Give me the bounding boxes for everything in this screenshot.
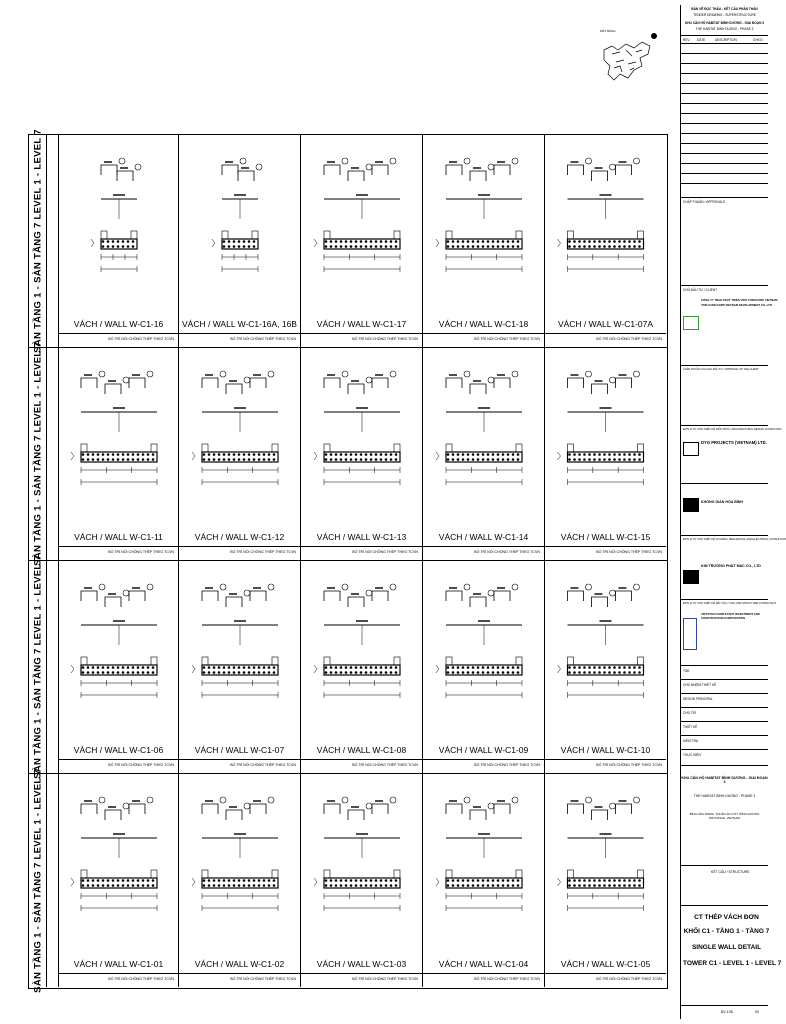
wall-title: VÁCH / WALL W-C1-02 — [194, 959, 285, 969]
drawing-title-box: CT THÉP VÁCH ĐƠN KHỐI C1 - TẦNG 1 - TẦNG 7 SINGLE WALL DETAIL TOWER C1 - LEVEL 1 - LEVEL 7 — [681, 905, 768, 995]
revision-row — [681, 123, 768, 133]
wall-note: BỐ TRÍ NỐI CHỒNG THÉP THEO TCVN — [230, 763, 296, 767]
level-label: SÀN TẦNG 1 - SÀN TẦNG 7 LEVEL 1 - LEVEL 7 — [32, 768, 43, 993]
wall-note: BỐ TRÍ NỐI CHỒNG THÉP THEO TCVN — [352, 763, 418, 767]
client-approval-box: CHẤP THUẬN CỦA CHỦ ĐẦU TƯ / APPROVAL OF THE CLIENT — [681, 365, 768, 425]
wall-title: VÁCH / WALL W-C1-16 — [73, 319, 164, 329]
drawing-number-box: BV-136 00 — [681, 1005, 768, 1019]
level-label-cell — [29, 342, 47, 566]
revision-row — [681, 93, 768, 103]
wall-note: BỐ TRÍ NỐI CHỒNG THÉP THEO TCVN — [230, 977, 296, 981]
wall-title: VÁCH / WALL W-C1-04 — [438, 959, 529, 969]
wall-band — [29, 342, 667, 566]
wall-note: BỐ TRÍ NỐI CHỒNG THÉP THEO TCVN — [108, 977, 174, 981]
wall-detail-cell — [179, 774, 301, 987]
wall-band — [29, 129, 667, 353]
level-sub-cell — [47, 561, 59, 773]
revision-row — [681, 103, 768, 113]
rebar-detail-drawing — [423, 135, 545, 348]
revision-row — [681, 183, 768, 193]
role-label: DESIGN PRINCIPAL — [683, 697, 713, 701]
vietstar-logo — [683, 618, 697, 650]
role-label: THIẾT KẾ — [683, 725, 698, 729]
rebar-detail-drawing — [179, 561, 301, 774]
tb-header1: BẢN VẼ ĐỌC THẦU - KẾT CẤU PHẦN THÂN — [691, 7, 758, 11]
tb-header3: KHU CĂN HỘ HABITAT BÌNH DƯƠNG - GIAI ĐOẠN 3 — [684, 21, 765, 25]
signature-row — [681, 735, 768, 749]
rebar-detail-drawing — [301, 561, 423, 774]
wall-detail-cell — [545, 348, 666, 560]
revision-row — [681, 133, 768, 143]
wall-title: VÁCH / WALL W-C1-12 — [194, 532, 285, 542]
revision-row — [681, 53, 768, 63]
level-sub-cell — [47, 135, 59, 347]
wall-detail-cell — [179, 135, 301, 347]
wall-note: BỐ TRÍ NỐI CHỒNG THÉP THEO TCVN — [474, 977, 540, 981]
rebar-detail-drawing — [301, 774, 423, 987]
rebar-detail-drawing — [423, 348, 545, 561]
wall-note: BỐ TRÍ NỐI CHỒNG THÉP THEO TCVN — [474, 550, 540, 554]
wall-note: BỐ TRÍ NỐI CHỒNG THÉP THEO TCVN — [108, 550, 174, 554]
wall-note: BỐ TRÍ NỐI CHỒNG THÉP THEO TCVN — [352, 550, 418, 554]
wall-band — [29, 555, 667, 779]
rebar-detail-drawing — [545, 774, 666, 987]
signature-row — [681, 679, 768, 693]
level-label: SÀN TẦNG 1 - SÀN TẦNG 7 LEVEL 1 - LEVEL 7 — [32, 342, 43, 566]
wall-title: VÁCH / WALL W-C1-01 — [73, 959, 164, 969]
wall-detail-cell — [423, 561, 545, 773]
wall-title: VÁCH / WALL W-C1-14 — [438, 532, 529, 542]
wall-detail-cell — [59, 348, 179, 560]
wall-note: BỐ TRÍ NỐI CHỒNG THÉP THEO TCVN — [352, 977, 418, 981]
wall-detail-cell — [59, 135, 179, 347]
wall-title: VÁCH / WALL W-C1-09 — [438, 745, 529, 755]
wall-title: VÁCH / WALL W-C1-11 — [74, 532, 163, 542]
approvals-box: CHẤP THUẬN / APPROVALS — [681, 197, 768, 285]
level-label-cell — [29, 768, 47, 993]
revision-row — [681, 63, 768, 73]
key-plan — [598, 28, 662, 98]
revision-row — [681, 73, 768, 83]
wall-title: VÁCH / WALL W-C1-16A, 16B — [182, 319, 297, 329]
rebar-detail-drawing — [179, 348, 301, 561]
wall-detail-cell — [179, 561, 301, 773]
khong-gian-hoa-binh-logo — [683, 498, 699, 512]
wall-note: BỐ TRÍ NỐI CHỒNG THÉP THEO TCVN — [352, 337, 418, 341]
wall-note: BỐ TRÍ NỐI CHỒNG THÉP THEO TCVN — [596, 337, 662, 341]
wall-detail-cell — [179, 348, 301, 560]
wall-detail-cell — [59, 561, 179, 773]
wall-detail-cell — [301, 561, 423, 773]
wall-title: VÁCH / WALL W-C1-08 — [316, 745, 407, 755]
revision-row — [681, 163, 768, 173]
client-box: CHỦ ĐẦU TƯ / CLIENT CÔNG TY TNHH PHÁT TRIỂN VSIP CONGCORP VIETNAM VSIP-CONGCORP VIETNAM DEVELOPMENT CO.,LTD — [681, 285, 768, 365]
rebar-detail-drawing — [59, 561, 179, 774]
rebar-detail-drawing — [301, 348, 423, 561]
role-label: THỰC HIỆN — [683, 753, 701, 757]
role-label: CHỦ NHIỆM THIẾT KẾ — [683, 683, 717, 687]
rebar-detail-drawing — [545, 561, 666, 774]
wall-note: BỐ TRÍ NỐI CHỒNG THÉP THEO TCVN — [596, 977, 662, 981]
level-label-cell — [29, 129, 47, 353]
wall-detail-cell — [423, 348, 545, 560]
dyg-logo — [683, 442, 699, 456]
wall-note: BỐ TRÍ NỐI CHỒNG THÉP THEO TCVN — [108, 763, 174, 767]
wall-detail-cell — [59, 774, 179, 987]
rebar-detail-drawing — [545, 348, 666, 561]
level-sub-cell — [47, 348, 59, 560]
signature-row — [681, 693, 768, 707]
revision-row — [681, 153, 768, 163]
revision-row — [681, 83, 768, 93]
mep-consultant-box: ĐƠN VỊ TƯ VẤN THIẾT KẾ CƠ ĐIỆN / MECHANICAL AND ELECTRICAL CONSULTANT KIM TRƯỜNG PHÁT M&C CO., LTD — [681, 535, 768, 599]
revision-row — [681, 113, 768, 123]
level-label: SÀN TẦNG 1 - SÀN TẦNG 7 LEVEL 1 - LEVEL 7 — [32, 555, 43, 779]
client-logo — [683, 316, 699, 330]
revision-row — [681, 143, 768, 153]
wall-title: VÁCH / WALL W-C1-18 — [438, 319, 529, 329]
wall-detail-cell — [301, 348, 423, 560]
wall-note: BỐ TRÍ NỐI CHỒNG THÉP THEO TCVN — [596, 550, 662, 554]
wall-band — [29, 768, 667, 993]
struct-consultant-box: ĐƠN VỊ TƯ VẤN THIẾT KẾ KẾT CẤU / CIVIL AND STRUCTURE CONSULTANT VIETSTAR CONSULTANT INVESTMENT AND CONSTRUCTION CORPORATION — [681, 599, 768, 665]
tb-header4: THE HABITAT BINH DUONG - PHASE 3 — [695, 27, 754, 31]
rebar-detail-drawing — [179, 135, 301, 348]
rebar-detail-drawing — [179, 774, 301, 987]
wall-detail-cell — [301, 135, 423, 347]
rebar-detail-drawing — [545, 135, 666, 348]
wall-detail-cell — [545, 774, 666, 987]
wall-title: VÁCH / WALL W-C1-15 — [560, 532, 651, 542]
wall-detail-cell — [545, 561, 666, 773]
level-label: SÀN TẦNG 1 - SÀN TẦNG 7 LEVEL 1 - LEVEL 7 — [32, 129, 43, 353]
ktp-logo — [683, 570, 699, 584]
signature-row — [681, 707, 768, 721]
wall-title: VÁCH / WALL W-C1-10 — [560, 745, 651, 755]
project-box: KHU CĂN HỘ HABITAT BÌNH DƯƠNG - GIAI ĐOẠN 3 THE HABITAT BINH DUONG - PHASE 3 BÌNH HÒA WARD, THUẬN AN CITY, BÌNH DƯƠNG PROVINCE, VIETNAM — [681, 765, 768, 833]
rebar-detail-drawing — [59, 774, 179, 987]
signature-row — [681, 721, 768, 735]
wall-title: VÁCH / WALL W-C1-05 — [560, 959, 651, 969]
wall-note: BỐ TRÍ NỐI CHỒNG THÉP THEO TCVN — [230, 550, 296, 554]
signature-row — [681, 749, 768, 763]
level-label-cell — [29, 555, 47, 779]
wall-note: BỐ TRÍ NỐI CHỒNG THÉP THEO TCVN — [108, 337, 174, 341]
rebar-detail-drawing — [423, 774, 545, 987]
role-label: TSĐ — [683, 669, 690, 673]
discipline-box: KẾT CẤU / STRUCTURE — [681, 865, 768, 879]
wall-detail-cell — [423, 774, 545, 987]
wall-note: BỐ TRÍ NỐI CHỒNG THÉP THEO TCVN — [474, 763, 540, 767]
svg-text:MẶT BẰNG: MẶT BẰNG — [600, 29, 616, 33]
wall-title: VÁCH / WALL W-C1-17 — [316, 319, 407, 329]
revision-row — [681, 43, 768, 53]
rebar-detail-drawing — [301, 135, 423, 348]
revision-row — [681, 173, 768, 183]
tb-header2: TENDER DRAWING - SUPERSTRUCTURE — [693, 13, 756, 17]
level-sub-cell — [47, 774, 59, 987]
wall-detail-cell — [545, 135, 666, 347]
wall-note: BỐ TRÍ NỐI CHỒNG THÉP THEO TCVN — [596, 763, 662, 767]
rebar-detail-drawing — [59, 348, 179, 561]
wall-detail-cell — [423, 135, 545, 347]
role-label: KIỂM TRA — [683, 739, 698, 743]
rebar-detail-drawing — [423, 561, 545, 774]
wall-note: BỐ TRÍ NỐI CHỒNG THÉP THEO TCVN — [474, 337, 540, 341]
arch2-consultant-box: KHÔNG GIAN HÒA BÌNH — [681, 483, 768, 535]
wall-detail-grid — [28, 129, 668, 993]
role-label: CHỦ TRÌ — [683, 711, 696, 715]
title-block — [680, 5, 786, 1019]
arch-consultant-box: ĐƠN VỊ TƯ VẤN THIẾT KẾ KIẾN TRÚC / ARCHITECTURAL DESIGN CONSULTANT DYG PROJECTS (VIETNAM) LTD. — [681, 425, 768, 483]
revision-header: REV. DATE DESCRIPTION CHK'D — [681, 35, 768, 43]
signature-row — [681, 665, 768, 679]
wall-note: BỐ TRÍ NỐI CHỒNG THÉP THEO TCVN — [230, 337, 296, 341]
wall-title: VÁCH / WALL W-C1-03 — [316, 959, 407, 969]
wall-title: VÁCH / WALL W-C1-06 — [73, 745, 164, 755]
wall-title: VÁCH / WALL W-C1-13 — [316, 532, 407, 542]
wall-title: VÁCH / WALL W-C1-07 — [194, 745, 285, 755]
wall-detail-cell — [301, 774, 423, 987]
rebar-detail-drawing — [59, 135, 179, 348]
wall-title: VÁCH / WALL W-C1-07A — [557, 319, 654, 329]
